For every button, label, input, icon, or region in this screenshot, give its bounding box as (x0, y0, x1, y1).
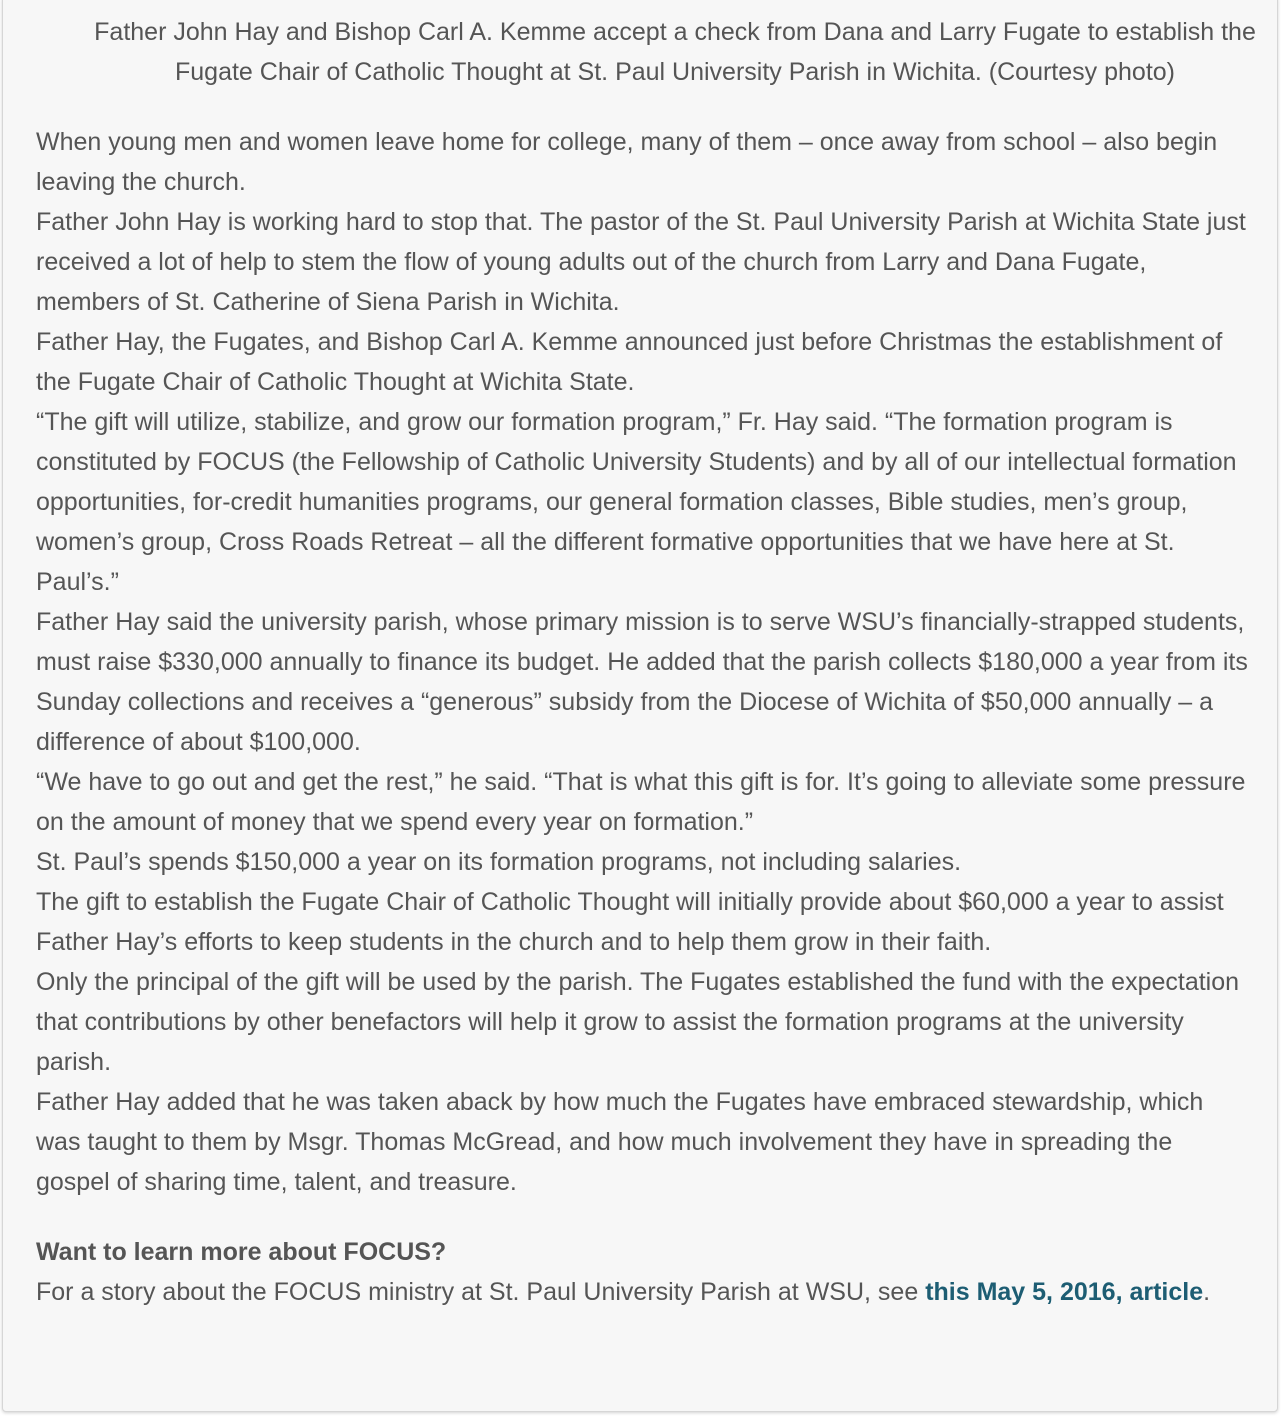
article-paragraph: Father Hay, the Fugates, and Bishop Carl A. Kemme announced just before Christmas the establishment of the Fugate Chair of Catholic Thought at Wichita State. (36, 328, 1223, 396)
article-body (36, 122, 1251, 1202)
article-paragraph: Only the principal of the gift will be used by the parish. The Fugates established the fund with the expectation that contributions by other benefactors will help it grow to assist the formation programs at the university parish. (36, 968, 1240, 1076)
learn-more-section (36, 1232, 1236, 1312)
article-paragraph: The gift to establish the Fugate Chair of Catholic Thought will initially provide about $60,000 a year to assist Father Hay’s efforts to keep students in the church and to help them grow in their faith. (36, 888, 1224, 956)
article-paragraph: Father Hay added that he was taken aback by how much the Fugates have embraced stewardship, which was taught to them by Msgr. Thomas McGread, and how much involvement they have in spreading the gospel of sharing time, talent, and treasure. (36, 1088, 1204, 1196)
article-paragraph: Father Hay said the university parish, whose primary mission is to serve WSU’s financially-strapped students, must raise $330,000 annually to finance its budget. He added that the parish collects $180,000 a year from its Sunday collections and receives a “generous” subsidy from the Diocese of Wichita of $50,000 annually – a difference of about $100,000. (36, 608, 1248, 756)
learn-more-text (36, 1272, 1236, 1312)
article-paragraph: When young men and women leave home for college, many of them – once away from school – also begin leaving the church. (36, 128, 1218, 196)
article-paragraph: “We have to go out and get the rest,” he said. “That is what this gift is for. It’s going to alleviate some pressure on the amount of money that we spend every year on formation.” (36, 768, 1246, 836)
learn-more-heading: Want to learn more about FOCUS? (36, 1238, 447, 1266)
article-link[interactable]: this May 5, 2016, article (925, 1278, 1204, 1306)
article-paragraph: St. Paul’s spends $150,000 a year on its formation programs, not including salaries. (36, 848, 962, 876)
article-paragraph: Father John Hay is working hard to stop that. The pastor of the St. Paul University Parish at Wichita State just received a lot of help to stem the flow of young adults out of the church from Larry and Dana Fugate, members of St. Catherine of Siena Parish in Wichita. (36, 208, 1246, 316)
article-paragraph: “The gift will utilize, stabilize, and grow our formation program,” Fr. Hay said. “The formation program is constituted by FOCUS (the Fellowship of Catholic University Students) and by all of our intellectual formation opportunities, for-credit humanities programs, our general formation classes, Bible studies, men’s group, women’s group, Cross Roads Retreat – all the different formative opportunities that we have here at St. Paul’s.” (36, 408, 1237, 596)
learn-more-text-before: For a story about the FOCUS ministry at St. Paul University Parish at WSU, see (36, 1278, 926, 1306)
photo-caption: Father John Hay and Bishop Carl A. Kemme accept a check from Dana and Larry Fugate to establish the Fugate Chair of Catholic Thought at St. Paul University Parish in Wichita. (Courtesy photo) (94, 18, 1256, 86)
learn-more-text-after: . (1203, 1278, 1211, 1306)
